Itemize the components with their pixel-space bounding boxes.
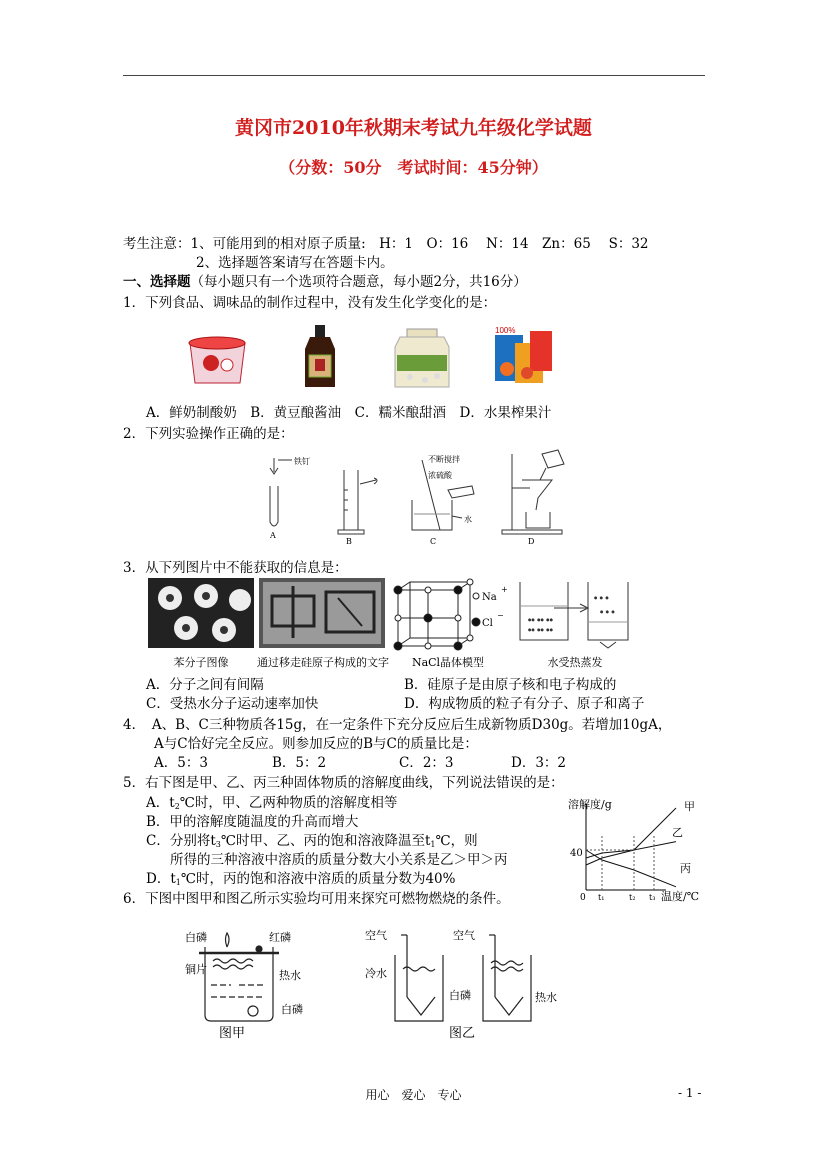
section-title: 一、选择题 [123,274,191,290]
legend-yi: 乙 [672,826,683,839]
option-b-cylinder [338,470,377,534]
q5-option-a: A．$t_2℃$时，甲、乙两种物质的溶解度相等 [146,795,398,811]
benzene-image [148,578,254,648]
legend-bing: 丙 [680,862,691,875]
fig-a-white-p-2: 白磷 [281,1003,303,1016]
section-note: （每小题只有一个选项符合题意，每小题2分，共16分） [190,274,527,290]
label-stir: 不断搅拌 [428,455,460,464]
ion-na: Na [482,592,497,603]
q3-option-c: C．受热水分子运动速率加快 [146,696,319,712]
tick-origin: 0 [580,893,586,903]
q5-stem: 5．右下图是甲、乙、丙三种固体物质的溶解度曲线，下列说法错误的是： [123,775,564,791]
letter-c: C [430,537,437,546]
notice-line-1: 考生注意：1、可能用到的相对原子质量: H：1 O：16 N：14 Zn：65 S：32 [123,236,649,252]
q4-line-2: A与C恰好完全反应。则参加反应的B与C的质量比是： [154,736,478,752]
label-acid: 浓硫酸 [428,471,452,480]
q1-stem: 1．下列食品、调味品的制作过程中，没有发生化学变化的是： [123,295,497,311]
q1-options: A．鲜奶制酸奶 B．黄豆酿酱油 C．糯米酿甜酒 D．水果榨果汁 [146,405,552,421]
page-number: - 1 - [678,1086,702,1100]
option-a-test-tube [270,458,292,526]
footer-motto: 用心 爱心 专心 [365,1088,462,1102]
q3-option-a: A．分子之间有间隔 [146,677,264,693]
svg-text:∘ ∘ ∘: ∘ ∘ ∘ [600,608,615,616]
fig-b-caption: 图乙 [449,1026,476,1041]
fig-a-white-p: 白磷 [185,931,207,944]
q4-option-b: B．5：2 [272,755,327,771]
q4-option-d: D．3：2 [511,755,567,771]
fig-b-white-p: 白磷 [449,989,471,1002]
tick-t1: t₁ [598,893,605,902]
q5-option-d: D．$t_1℃$时，丙的饱和溶液中溶质的质量分数为40% [146,871,456,887]
fig-a-caption: 图甲 [219,1026,246,1041]
q1-food-images [185,325,585,395]
tick-t2: t₂ [629,893,636,902]
soy-sauce-bottle-image [305,325,335,387]
q3-images [148,578,628,650]
q5-option-b: B．甲的溶解度随温度的升高而增大 [146,814,359,830]
x-axis-label: 温度/℃ [661,890,700,903]
q3-stem: 3．从下列图片中不能获取的信息是： [123,560,348,576]
label-water: 水 [464,515,472,524]
svg-text:∘∘ ∘∘ ∘∘: ∘∘ ∘∘ ∘∘ [528,616,554,624]
fig-a-hot-water: 热水 [279,969,301,982]
tick-40: 40 [570,848,583,859]
caption-silicon: 通过移走硅原子构成的文字 [257,656,389,669]
svg-text:∘ ∘ ∘: ∘ ∘ ∘ [594,594,609,602]
option-d-filtration [502,450,564,534]
q4-option-a: A．5：3 [154,755,208,771]
y-axis-label: 溶解度/g [568,798,612,811]
letter-d: D [528,537,535,546]
ion-cl-charge: − [497,611,504,620]
label-nail: 铁钉 [294,457,310,466]
page-title: 黄冈市2010年秋期末考试九年级化学试题 [235,117,592,139]
caption-nacl: NaCl晶体模型 [411,656,485,669]
section-heading [123,270,527,290]
curve-甲 [586,808,676,865]
q6-figures [185,925,565,1040]
q2-lab-operations [262,450,582,550]
header-rule [123,75,705,76]
tick-t3: t₃ [649,893,656,902]
letter-a: A [270,531,276,540]
q6-stem: 6．下图中图甲和图乙所示实验均可用来探究可燃物燃烧的条件。 [123,891,510,907]
rice-wine-jar-image [395,329,449,387]
silicon-text-image [259,578,385,648]
water-evaporation-image [520,582,628,648]
q2-stem: 2．下列实验操作正确的是： [123,426,294,442]
q4-option-c: C．2：3 [399,755,454,771]
svg-text:∘∘ ∘∘ ∘∘: ∘∘ ∘∘ ∘∘ [528,626,554,634]
ion-cl: Cl [482,618,493,629]
figure-yi [395,935,531,1021]
yogurt-cup-image [189,337,245,383]
caption-benzene: 苯分子图像 [173,656,229,669]
curve-丙 [586,850,676,887]
fig-a-red-p: 红磷 [269,931,291,944]
legend-jia: 甲 [684,800,695,813]
q4-line-1: 4． A、B、C三种物质各15g，在一定条件下充分反应后生成新物质D30g。若增加10gA， [123,717,672,733]
page-subtitle: （分数：50分 考试时间：45分钟） [279,158,548,177]
q5-option-c: C．分别将$t_3℃$时甲、乙、丙的饱和溶液降温至$t_1℃$，则 [146,833,478,849]
q3-option-b: B．硅原子是由原子核和电子构成的 [404,677,617,693]
fig-b-hot-water: 热水 [535,991,557,1004]
figure-jia [199,933,279,1021]
ion-na-charge: + [501,585,508,594]
letter-b: B [346,537,352,546]
juice-100-label: 100% [495,326,516,335]
q3-option-d: D．构成物质的粒子有分子、原子和离子 [404,696,645,712]
juice-boxes-image [495,326,552,383]
fig-a-copper: 铜片 [185,963,207,976]
solubility-chart [566,794,716,904]
nacl-model-image [394,579,480,650]
notice-line-2: 2、选择题答案请写在答题卡内。 [196,255,394,271]
caption-evaporation: 水受热蒸发 [547,656,603,669]
fig-b-air-1: 空气 [365,929,387,942]
q5-option-c-cont: 所得的三种溶液中溶质的质量分数大小关系是乙＞甲＞丙 [170,852,508,868]
fig-b-cold-water: 冷水 [365,967,387,980]
fig-b-air-2: 空气 [453,929,475,942]
